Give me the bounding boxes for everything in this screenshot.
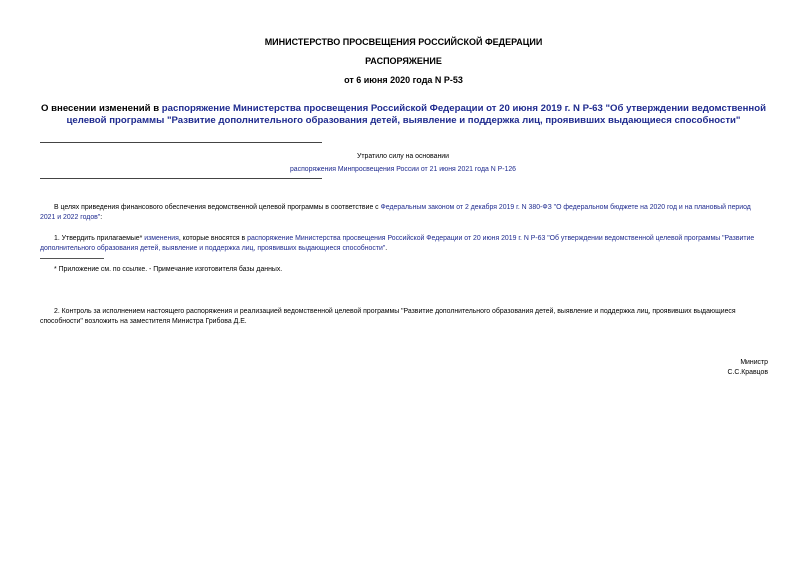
signature-position: Министр <box>740 359 768 366</box>
preamble-paragraph <box>40 203 768 223</box>
document-title <box>40 103 767 127</box>
divider-bottom <box>40 178 322 179</box>
ministry-heading: МИНИСТЕРСТВО ПРОСВЕЩЕНИЯ РОССИЙСКОЙ ФЕДЕРАЦИИ <box>264 37 543 47</box>
item-1-text-b: , которые вносятся в <box>178 235 248 242</box>
changes-link[interactable]: изменения <box>144 235 179 242</box>
status-note <box>250 152 556 175</box>
footnote-divider <box>40 258 104 259</box>
item-2-paragraph: 2. Контроль за исполнением настоящего распоряжения и реализацией ведомственной целевой программы "Развитие дополнительного образования детей, выявление и поддержка лиц, проявивших выдающиеся способности" возложить на заместителя Министра Грибова Д.Е. <box>40 308 736 325</box>
preamble-text: В целях приведения финансового обеспечения ведомственной целевой программы в соответствие с <box>54 204 381 211</box>
title-prefix: О внесении изменений в <box>41 103 162 114</box>
footnote: * Приложение см. по ссылке. - Примечание изготовителя базы данных. <box>54 266 283 273</box>
item-1-suffix: . <box>385 245 388 252</box>
document-date-number: от 6 июня 2020 года N Р-53 <box>344 75 463 85</box>
document-type: РАСПОРЯЖЕНИЕ <box>365 56 442 66</box>
item-1-text-a: 1. Утвердить прилагаемые* <box>54 235 145 242</box>
item-1-paragraph <box>40 234 768 254</box>
status-note-text: Утратило силу на основании <box>357 153 449 160</box>
federal-law-link[interactable]: Федеральным законом от 2 декабря 2019 г. N 380-ФЗ "О федеральном бюджете на 2020 год и на плановый период 2021 и 2022 годов" <box>40 204 751 221</box>
status-note-link[interactable]: распоряжения Минпросвещения России от 21 июня 2021 года N Р-126 <box>289 166 517 173</box>
title-amended-order-link[interactable]: распоряжение Министерства просвещения Российской Федерации от 20 июня 2019 г. N Р-63 "Об утверждении ведомственной целевой программы "Развитие дополнительного образования детей, выявление и поддержка лиц, проявивших выдающиеся способности" <box>66 103 766 126</box>
amended-order-link[interactable]: распоряжение Министерства просвещения Российской Федерации от 20 июня 2019 г. N Р-63 "Об утверждении ведомственной целевой программы "Развитие дополнительного образования детей, выявление и поддержка лиц, проявивших выдающиеся способности" <box>40 235 755 252</box>
signature-name: С.С.Кравцов <box>727 369 768 376</box>
preamble-suffix: : <box>100 214 103 221</box>
divider-top <box>40 142 322 143</box>
